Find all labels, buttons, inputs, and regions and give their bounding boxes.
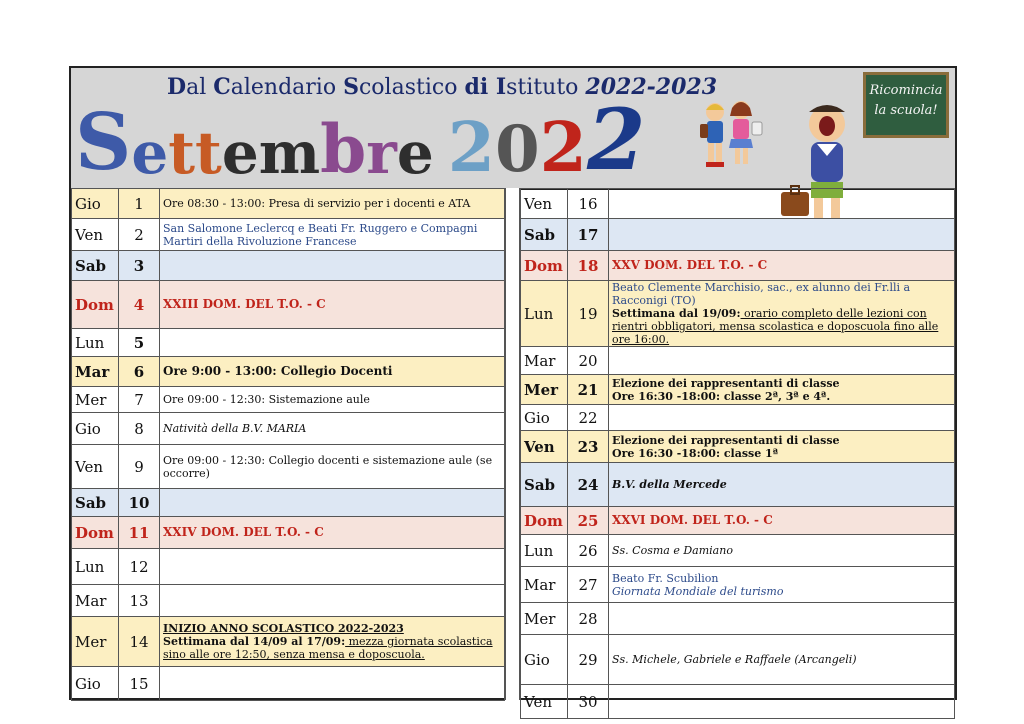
weekday-cell: Ven: [72, 219, 119, 251]
calendar-row: [521, 685, 955, 719]
subtitle-part: D: [167, 74, 187, 100]
event-cell: [609, 463, 955, 507]
title-letter: m: [258, 119, 321, 187]
date-number-cell: 4: [119, 281, 160, 329]
calendar-header: [71, 68, 955, 190]
calendar-row: [521, 431, 955, 463]
title-letter: 2: [586, 90, 646, 189]
calendar-row: [521, 281, 955, 347]
event-text: XXIV DOM. DEL T.O. - C: [163, 525, 324, 539]
event-cell: [609, 405, 955, 431]
weekday-cell: Ven: [521, 431, 568, 463]
title-letter: S: [75, 97, 132, 188]
event-cell: [609, 219, 955, 251]
event-cell: [160, 617, 505, 667]
event-text: XXV DOM. DEL T.O. - C: [612, 258, 768, 272]
event-cell: [160, 219, 505, 251]
event-text: Elezione dei rappresentanti di classe: [612, 376, 840, 390]
date-number-cell: 25: [568, 507, 609, 535]
event-cell: [609, 251, 955, 281]
weekday-cell: Gio: [521, 635, 568, 685]
weekday-cell: Gio: [72, 413, 119, 445]
weekday-cell: Ven: [521, 189, 568, 219]
calendar-row: [521, 405, 955, 431]
event-text: Beato Fr. Scubilion: [612, 571, 719, 585]
event-cell: [609, 507, 955, 535]
weekday-cell: Lun: [72, 549, 119, 585]
calendar-row: [72, 445, 505, 489]
date-number-cell: 21: [568, 375, 609, 405]
month-title: [75, 90, 646, 189]
weekday-cell: Sab: [72, 489, 119, 517]
calendar-row: [521, 603, 955, 635]
event-text: Ore 16:30 -18:00: classe 2ª, 3ª e 4ª.: [612, 389, 831, 403]
event-text: Settimana dal 14/09 al 17/09:: [163, 635, 346, 648]
calendar-row: [72, 251, 505, 281]
event-cell: [609, 603, 955, 635]
chalkboard: [863, 72, 949, 138]
subtitle-part: colastico: [358, 75, 465, 100]
event-cell: [160, 189, 505, 219]
date-number-cell: 16: [568, 189, 609, 219]
date-number-cell: 15: [119, 667, 160, 701]
calendar-row: [72, 549, 505, 585]
date-number-cell: 9: [119, 445, 160, 489]
title-letter: r: [366, 119, 397, 187]
weekday-cell: Mer: [72, 617, 119, 667]
title-letter: t: [195, 119, 222, 187]
calendar-row: [72, 517, 505, 549]
event-cell: [160, 329, 505, 357]
weekday-cell: Sab: [521, 463, 568, 507]
weekday-cell: Mer: [72, 387, 119, 413]
date-number-cell: 2: [119, 219, 160, 251]
event-cell: [609, 685, 955, 719]
event-text: Beato Clemente Marchisio, sac., ex alunno dei Fr.lli a Racconigi (TO): [612, 281, 911, 307]
weekday-cell: Dom: [521, 251, 568, 281]
weekday-cell: Ven: [72, 445, 119, 489]
event-text: Elezione dei rappresentanti di classe: [612, 433, 840, 447]
event-text: Ore 16:30 -18:00: classe 1ª: [612, 446, 779, 460]
calendar-row: [521, 635, 955, 685]
weekday-cell: Mer: [521, 375, 568, 405]
event-cell: [160, 387, 505, 413]
event-text: B.V. della Mercede: [612, 478, 727, 491]
weekday-cell: Mar: [72, 357, 119, 387]
date-number-cell: 8: [119, 413, 160, 445]
event-cell: [160, 281, 505, 329]
date-number-cell: 24: [568, 463, 609, 507]
date-number-cell: 22: [568, 405, 609, 431]
event-cell: [160, 251, 505, 281]
title-letter: 0: [495, 112, 540, 187]
weekday-cell: Sab: [521, 219, 568, 251]
calendar-row: [521, 189, 955, 219]
event-text: Ore 09:00 - 12:30: Collegio docenti e sistemazione aule (se occorre): [163, 453, 493, 480]
event-text: Ore 09:00 - 12:30: Sistemazione aule: [163, 393, 370, 406]
chalkboard-line: la scuola!: [874, 103, 938, 118]
calendar-row: [521, 507, 955, 535]
calendar-table-right: [520, 188, 955, 719]
event-cell: [160, 413, 505, 445]
event-cell: [609, 535, 955, 567]
calendar-row: [72, 329, 505, 357]
event-cell: [160, 445, 505, 489]
date-number-cell: 18: [568, 251, 609, 281]
event-text: Ss. Michele, Gabriele e Raffaele (Arcangeli): [612, 653, 857, 666]
subtitle-part: S: [343, 74, 359, 100]
event-cell: [160, 489, 505, 517]
school-year: 2022-2023: [585, 74, 717, 100]
weekday-cell: Dom: [72, 517, 119, 549]
weekday-cell: Mar: [521, 347, 568, 375]
weekday-cell: Mar: [521, 567, 568, 603]
date-number-cell: 6: [119, 357, 160, 387]
weekday-cell: Lun: [521, 281, 568, 347]
date-number-cell: 30: [568, 685, 609, 719]
weekday-cell: Gio: [72, 189, 119, 219]
date-number-cell: 29: [568, 635, 609, 685]
subtitle-part: C: [213, 74, 231, 100]
weekday-cell: Ven: [521, 685, 568, 719]
weekday-cell: Mer: [521, 603, 568, 635]
calendar-row: [72, 281, 505, 329]
date-number-cell: 27: [568, 567, 609, 603]
calendar-table-left: [71, 188, 505, 701]
event-text: Natività della B.V. MARIA: [163, 422, 307, 435]
weekday-cell: Sab: [72, 251, 119, 281]
subtitle-part: al: [186, 75, 214, 100]
event-cell: [160, 517, 505, 549]
date-number-cell: 20: [568, 347, 609, 375]
title-letter: t: [168, 119, 196, 187]
event-cell: [160, 585, 505, 617]
title-letter: b: [320, 110, 367, 188]
calendar-row: [521, 535, 955, 567]
event-text: Giornata Mondiale del turismo: [612, 584, 784, 598]
date-number-cell: 5: [119, 329, 160, 357]
title-letter: 2: [447, 108, 496, 188]
date-number-cell: 10: [119, 489, 160, 517]
calendar-row: [521, 251, 955, 281]
date-number-cell: 13: [119, 585, 160, 617]
chalkboard-line: Ricomincia: [869, 83, 943, 98]
weekday-cell: Gio: [521, 405, 568, 431]
event-cell: [609, 431, 955, 463]
weekday-cell: Lun: [521, 535, 568, 567]
date-number-cell: 19: [568, 281, 609, 347]
calendar-row: [72, 585, 505, 617]
calendar-row: [72, 617, 505, 667]
title-letter: e: [396, 119, 434, 187]
date-number-cell: 7: [119, 387, 160, 413]
calendar-row: [72, 489, 505, 517]
subtitle-part: I: [495, 74, 507, 100]
event-cell: [160, 549, 505, 585]
calendar-row: [72, 219, 505, 251]
event-cell: [160, 667, 505, 701]
weekday-cell: Mar: [72, 585, 119, 617]
event-cell: [609, 567, 955, 603]
weekday-cell: Dom: [521, 507, 568, 535]
calendar-row: [521, 347, 955, 375]
calendar-row: [72, 387, 505, 413]
event-text: Ss. Cosma e Damiano: [612, 544, 733, 557]
calendar-row: [72, 667, 505, 701]
calendar-row: [521, 567, 955, 603]
event-cell: [609, 189, 955, 219]
event-text: San Salomone Leclercq e Beati Fr. Ruggero e Compagni Martiri della Rivoluzione Francese: [163, 221, 478, 248]
calendar-row: [521, 375, 955, 405]
event-cell: [609, 375, 955, 405]
date-number-cell: 11: [119, 517, 160, 549]
title-letter: e: [221, 119, 259, 187]
subtitle-part: stituto: [506, 75, 586, 100]
calendar-sheet: [69, 66, 957, 711]
event-text: orario completo delle lezioni con rientri obbligatori, mensa scolastica e doposcuola fino alle ore 16:00.: [612, 307, 939, 346]
event-text: mezza giornata scolastica sino alle ore 12:50, senza mensa e doposcuola.: [163, 635, 493, 661]
date-number-cell: 26: [568, 535, 609, 567]
calendar-row: [72, 413, 505, 445]
children-illustration: [697, 98, 763, 178]
event-text: XXVI DOM. DEL T.O. - C: [612, 513, 773, 527]
event-text: XXIII DOM. DEL T.O. - C: [163, 297, 326, 311]
calendar-row: [521, 219, 955, 251]
date-number-cell: 1: [119, 189, 160, 219]
title-letter: 2: [539, 108, 587, 188]
date-number-cell: 23: [568, 431, 609, 463]
subtitle-part: alendario: [230, 75, 344, 100]
date-number-cell: 17: [568, 219, 609, 251]
calendar-row: [72, 189, 505, 219]
weekday-cell: Gio: [72, 667, 119, 701]
weekday-cell: Lun: [72, 329, 119, 357]
date-number-cell: 12: [119, 549, 160, 585]
title-letter: e: [131, 119, 169, 187]
date-number-cell: 28: [568, 603, 609, 635]
date-number-cell: 3: [119, 251, 160, 281]
event-text: Ore 9:00 - 13:00: Collegio Docenti: [163, 364, 393, 378]
subtitle-part: di: [464, 74, 496, 100]
calendar-row: [521, 463, 955, 507]
event-cell: [609, 347, 955, 375]
column-separator: [505, 188, 520, 700]
event-cell: [609, 635, 955, 685]
calendar-row: [72, 357, 505, 387]
event-cell: [160, 357, 505, 387]
date-number-cell: 14: [119, 617, 160, 667]
weekday-cell: Dom: [72, 281, 119, 329]
event-cell: [609, 281, 955, 347]
event-text: Settimana dal 19/09:: [612, 307, 741, 320]
event-text: Ore 08:30 - 13:00: Presa di servizio per i docenti e ATA: [163, 197, 471, 210]
event-text: INIZIO ANNO SCOLASTICO 2022-2023: [163, 622, 404, 635]
